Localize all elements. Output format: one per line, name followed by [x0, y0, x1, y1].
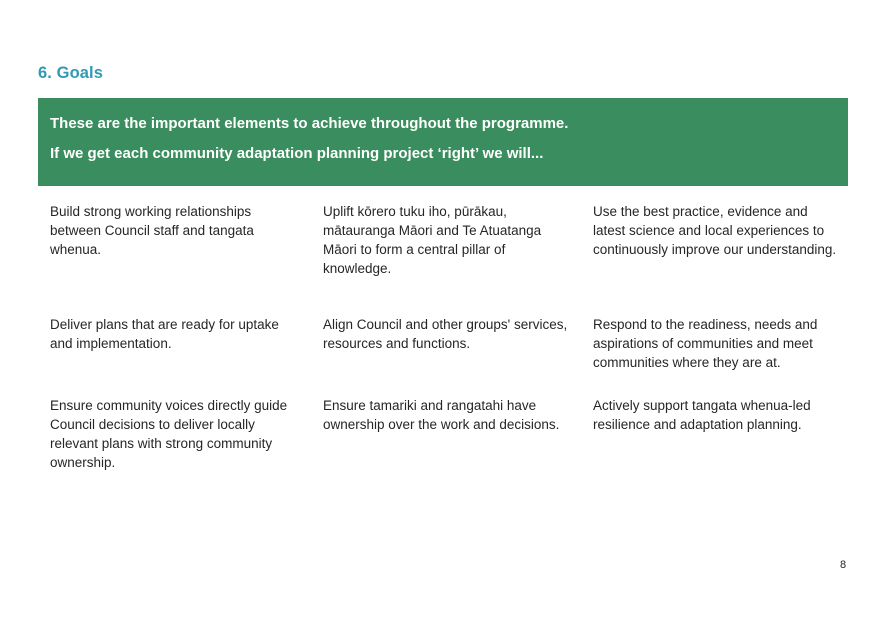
- goal-item-best-practice: Use the best practice, evidence and latest science and local experiences to continuously improve our understanding.: [593, 204, 837, 257]
- page-number: 8: [840, 559, 847, 571]
- page-title: 6. Goals: [38, 64, 103, 82]
- goal-item-respond-readiness: Respond to the readiness, needs and aspirations of communities and meet communities where they are at.: [593, 317, 818, 370]
- goal-item-community-voices: Ensure community voices directly guide Council decisions to deliver locally relevant plans with strong community ownership.: [50, 398, 288, 470]
- banner-line-intro: These are the important elements to achieve throughout the programme.: [50, 115, 569, 132]
- goal-item-align-council: Align Council and other groups' services, resources and functions.: [323, 317, 568, 351]
- goals-intro-banner: [38, 98, 848, 186]
- goal-item-matauranga: Uplift kōrero tuku iho, pūrākau, mātauranga Māori and Te Atuatanga Māori to form a central pillar of knowledge.: [323, 204, 542, 276]
- banner-line-lead-in: If we get each community adaptation planning project ‘right’ we will...: [50, 145, 544, 162]
- goal-item-tangata-whenua-led: Actively support tangata whenua-led resilience and adaptation planning.: [593, 398, 811, 432]
- goal-item-tamariki-rangatahi: Ensure tamariki and rangatahi have ownership over the work and decisions.: [323, 398, 560, 432]
- goal-item-relationships: Build strong working relationships between Council staff and tangata whenua.: [50, 204, 254, 257]
- goal-item-deliver-plans: Deliver plans that are ready for uptake and implementation.: [50, 317, 279, 351]
